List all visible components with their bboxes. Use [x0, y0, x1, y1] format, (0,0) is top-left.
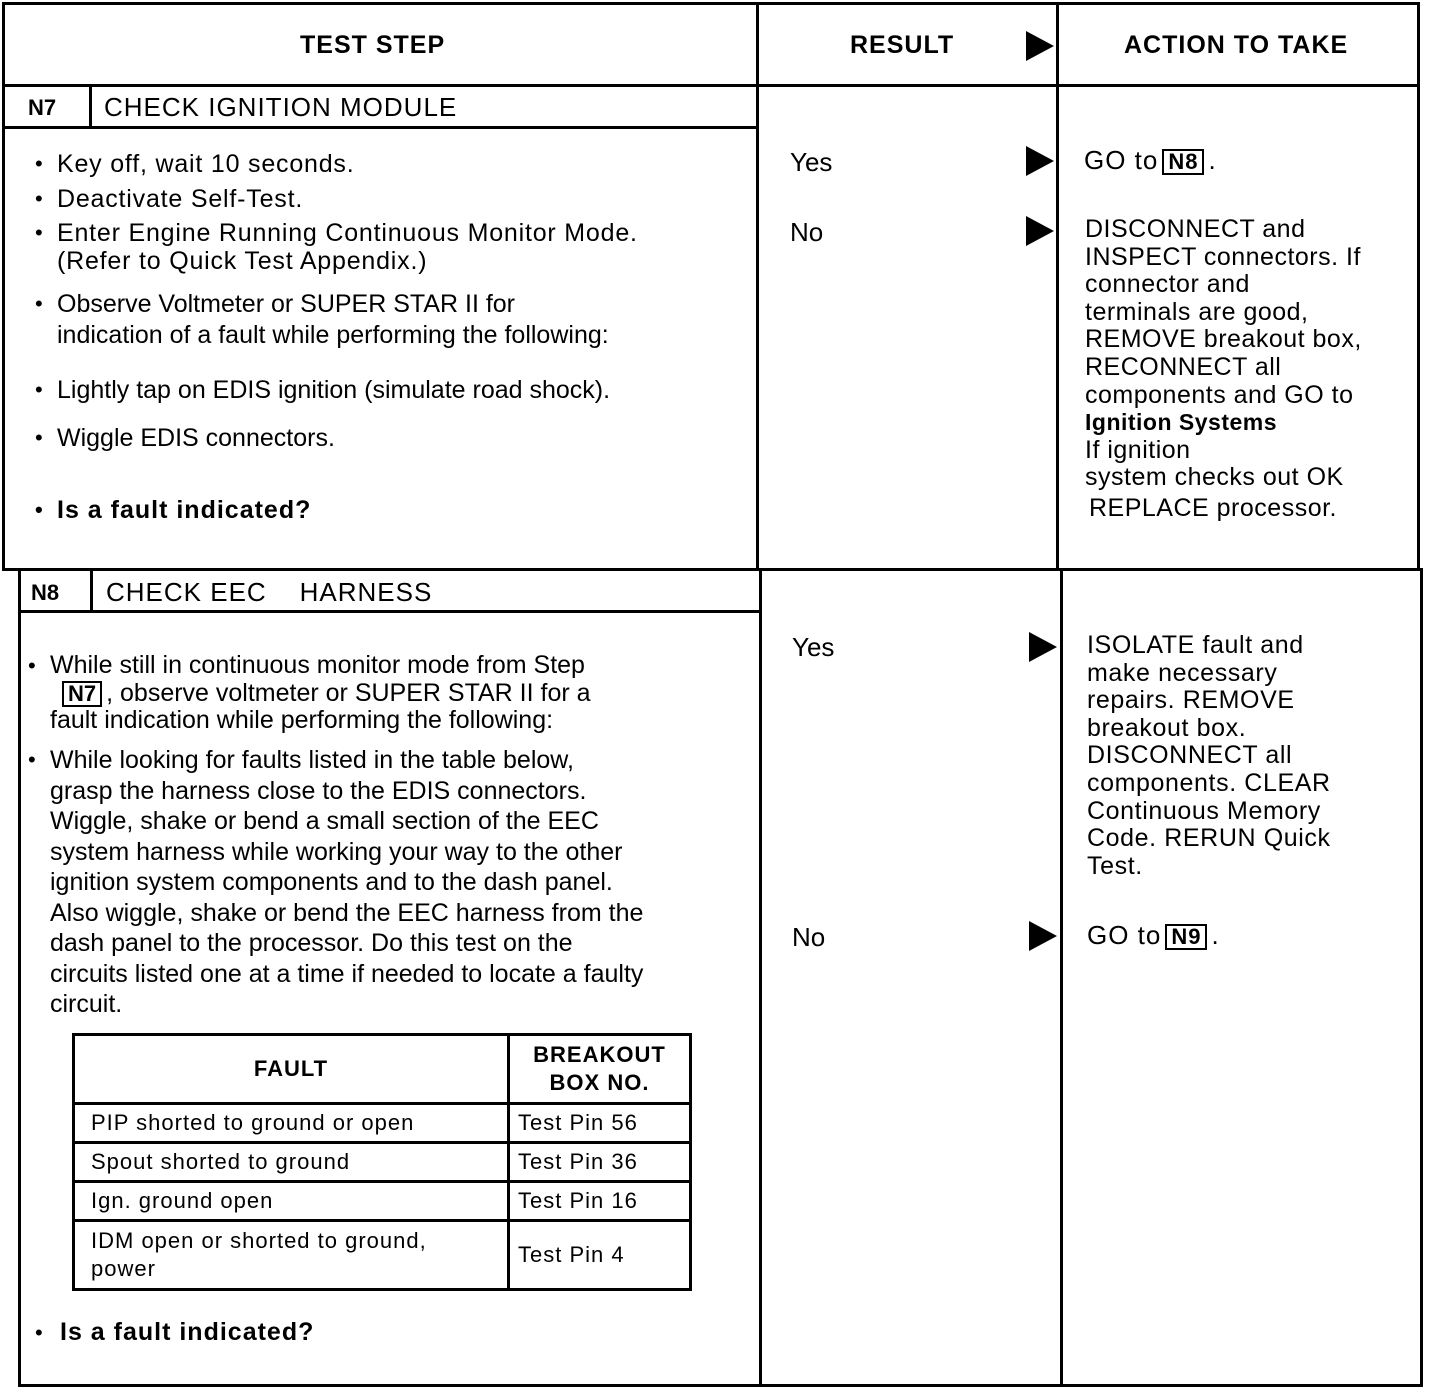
n7-bullet-2: • Deactivate Self-Test.: [35, 185, 304, 213]
n8-action-no: GO to N9 .: [1087, 920, 1220, 950]
bullet-dot-icon: •: [35, 291, 43, 316]
fault-cell: PIP shorted to ground or open: [74, 1104, 509, 1143]
frame-right-upper: [1417, 2, 1420, 570]
n7-bullet-3: • Enter Engine Running Continuous Monitor Mode.: [35, 219, 638, 247]
n8-step-title: CHECK EEC HARNESS: [106, 577, 433, 607]
n7-result-no: No: [790, 217, 824, 247]
frame-left-lower: [18, 568, 21, 1387]
n8-step-id: N8: [31, 580, 60, 605]
bullet-dot-icon: •: [35, 497, 44, 522]
fault-cell: IDM open or shorted to ground, power: [74, 1221, 509, 1290]
n8-action-yes: ISOLATE fault and make necessary repairs. REMOVE breakout box. DISCONNECT all components. CLEAR Continuous Memory Code. RERUN Quick Test.: [1087, 631, 1331, 880]
table-row: [74, 1143, 691, 1182]
frame-bottom: [18, 1384, 1423, 1387]
fault-cell: Ign. ground open: [74, 1182, 509, 1221]
n8-title-bottom: [18, 610, 761, 613]
n7-bullet-5: • Lightly tap on EDIS ignition (simulate road shock).: [35, 376, 611, 404]
header-result: RESULT: [850, 31, 955, 59]
frame-top: [2, 2, 1420, 5]
n8-reference: N8: [1162, 149, 1204, 175]
fault-table-header: [74, 1035, 691, 1104]
header-bottom: [2, 84, 1420, 87]
n7-reference: N7: [62, 681, 102, 707]
n7-id-divider: [89, 86, 92, 128]
pin-cell: Test Pin 16: [509, 1182, 691, 1221]
n8-no-arrow-icon: [1029, 921, 1057, 951]
pin-cell: Test Pin 56: [509, 1104, 691, 1143]
n8-result-yes: Yes: [792, 632, 835, 662]
pin-cell: Test Pin 4: [509, 1221, 691, 1290]
n8-result-no: No: [792, 922, 826, 952]
bullet-dot-icon: •: [35, 377, 43, 402]
n7-step-id: N7: [28, 95, 57, 120]
n7-yes-arrow-icon: [1026, 146, 1054, 176]
frame-right-lower: [1420, 568, 1423, 1387]
n9-reference: N9: [1165, 924, 1207, 950]
n7-bullet-4-cont: indication of a fault while performing the following:: [57, 321, 609, 349]
col-divider-1-lower: [759, 568, 762, 1387]
bullet-dot-icon: •: [28, 653, 36, 678]
fault-cell: Spout shorted to ground: [74, 1143, 509, 1182]
bullet-dot-icon: •: [35, 151, 44, 176]
fault-column-header: FAULT: [74, 1035, 509, 1104]
n7-bullet-6: • Wiggle EDIS connectors.: [35, 424, 335, 452]
col-divider-1-upper: [756, 2, 759, 570]
n7-step-title: CHECK IGNITION MODULE: [104, 92, 458, 122]
n7-bullet-1: • Key off, wait 10 seconds.: [35, 150, 355, 178]
section-divider: [2, 568, 1422, 571]
n8-yes-arrow-icon: [1029, 632, 1057, 662]
frame-left-upper: [2, 2, 5, 570]
bullet-dot-icon: •: [35, 220, 44, 245]
fault-table: [72, 1033, 692, 1291]
n7-no-arrow-icon: [1026, 216, 1054, 246]
header-test-step: TEST STEP: [300, 31, 446, 59]
n8-bullet-1: • While still in continuous monitor mode from Step N7 , observe voltmeter or SUPER STAR II for a fault indication while performing the following:: [28, 651, 591, 734]
table-row: [74, 1221, 691, 1290]
n8-question: Is a fault indicated?: [60, 1318, 315, 1346]
n7-bullet-3-cont: (Refer to Quick Test Appendix.): [57, 247, 428, 275]
table-row: [74, 1104, 691, 1143]
bullet-dot-icon: •: [35, 186, 44, 211]
n8-bullet-2: • While looking for faults listed in the table below, grasp the harness close to the EDIS connectors. Wiggle, shake or bend a small section of the EEC system harness while working your way to the other ignition system components and to the dash panel. Also wiggle, shake or bend the EEC harness from the dash panel to the processor. Do this test on the circuits listed one at a time if needed to locate a faulty circuit.: [28, 746, 644, 1018]
col-divider-2-lower: [1060, 568, 1063, 1387]
bullet-dot-icon: •: [35, 1320, 43, 1345]
table-row: [74, 1182, 691, 1221]
n7-action-no: DISCONNECT and INSPECT connectors. If connector and terminals are good, REMOVE breakout box, RECONNECT all components and GO to Ignition Systems If ignition system checks out OK REPLACE processor.: [1085, 215, 1362, 522]
breakout-column-header: BREAKOUT BOX NO.: [509, 1035, 691, 1104]
bullet-dot-icon: •: [28, 747, 36, 772]
header-arrow-icon: [1026, 31, 1054, 61]
col-divider-2-upper: [1056, 2, 1059, 570]
n7-question: • Is a fault indicated?: [35, 496, 312, 524]
header-action: ACTION TO TAKE: [1124, 31, 1349, 59]
n7-action-yes: GO to N8 .: [1084, 145, 1217, 175]
n8-id-divider: [90, 570, 93, 612]
n7-result-yes: Yes: [790, 147, 833, 177]
bullet-dot-icon: •: [35, 425, 43, 450]
pin-cell: Test Pin 36: [509, 1143, 691, 1182]
n7-title-bottom: [2, 126, 758, 129]
n7-bullet-4: • Observe Voltmeter or SUPER STAR II for: [35, 290, 516, 318]
